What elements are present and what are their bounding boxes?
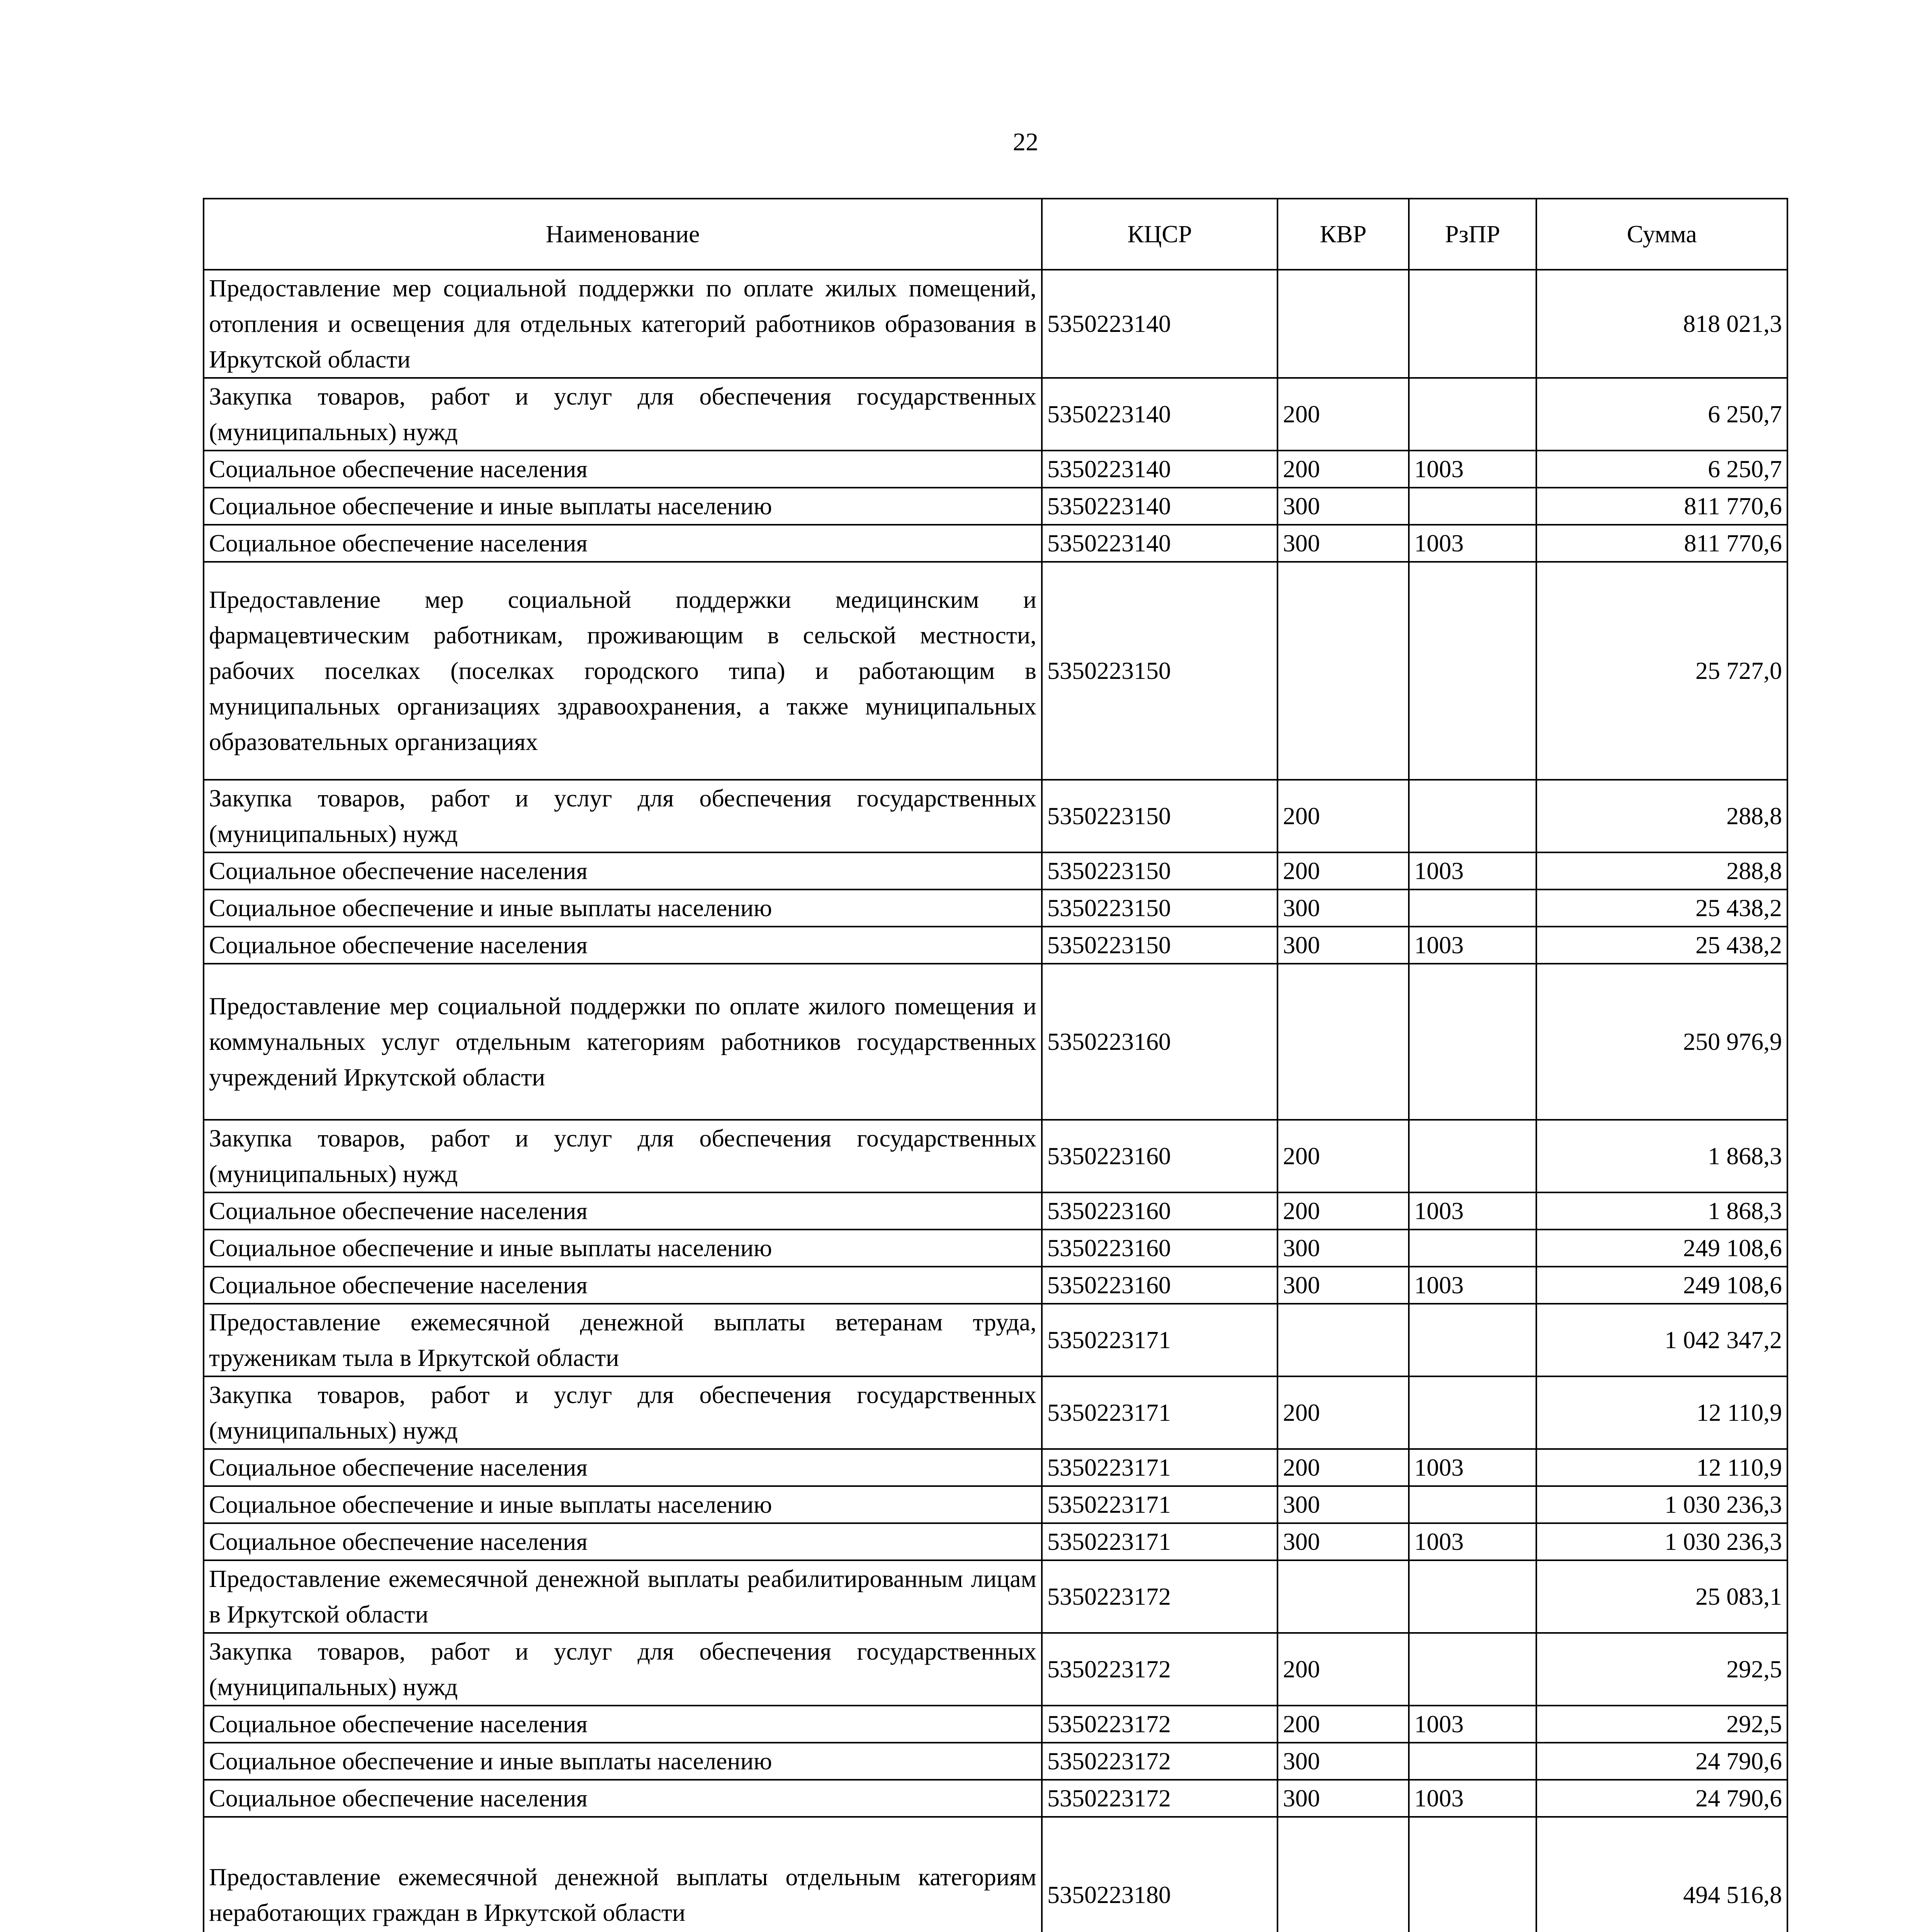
cell-rzpr bbox=[1409, 562, 1536, 780]
cell-sum: 811 770,6 bbox=[1536, 488, 1787, 525]
cell-sum: 288,8 bbox=[1536, 780, 1787, 852]
cell-kvr: 300 bbox=[1277, 927, 1409, 964]
table-row bbox=[204, 525, 1787, 562]
table-row bbox=[204, 1120, 1787, 1192]
cell-rzpr: 1003 bbox=[1409, 1523, 1536, 1560]
cell-name: Социальное обеспечение и иные выплаты населению bbox=[204, 889, 1042, 927]
cell-rzpr: 1003 bbox=[1409, 451, 1536, 488]
cell-sum: 24 790,6 bbox=[1536, 1743, 1787, 1780]
table-row bbox=[204, 378, 1787, 451]
cell-kvr bbox=[1277, 1817, 1409, 1932]
cell-rzpr bbox=[1409, 270, 1536, 378]
cell-kcsr: 5350223140 bbox=[1042, 451, 1277, 488]
cell-name: Социальное обеспечение населения bbox=[204, 852, 1042, 889]
cell-name: Социальное обеспечение и иные выплаты населению bbox=[204, 1230, 1042, 1267]
cell-kvr bbox=[1277, 1304, 1409, 1376]
cell-name: Закупка товаров, работ и услуг для обеспечения государственных (муниципальных) нужд bbox=[204, 1376, 1042, 1449]
table-row bbox=[204, 852, 1787, 889]
cell-sum: 1 030 236,3 bbox=[1536, 1523, 1787, 1560]
cell-sum: 249 108,6 bbox=[1536, 1267, 1787, 1304]
table-row bbox=[204, 1817, 1787, 1932]
cell-kcsr: 5350223172 bbox=[1042, 1743, 1277, 1780]
cell-sum: 1 030 236,3 bbox=[1536, 1486, 1787, 1523]
cell-name: Социальное обеспечение населения bbox=[204, 927, 1042, 964]
table-row bbox=[204, 1486, 1787, 1523]
cell-rzpr bbox=[1409, 1743, 1536, 1780]
cell-sum: 292,5 bbox=[1536, 1633, 1787, 1706]
cell-name: Социальное обеспечение и иные выплаты населению bbox=[204, 1486, 1042, 1523]
cell-rzpr bbox=[1409, 780, 1536, 852]
table-row bbox=[204, 1449, 1787, 1486]
cell-kvr: 300 bbox=[1277, 525, 1409, 562]
table-row bbox=[204, 1230, 1787, 1267]
table-row bbox=[204, 780, 1787, 852]
cell-kvr bbox=[1277, 1560, 1409, 1633]
cell-sum: 6 250,7 bbox=[1536, 451, 1787, 488]
table-row bbox=[204, 1633, 1787, 1706]
cell-rzpr bbox=[1409, 378, 1536, 451]
cell-kvr: 300 bbox=[1277, 1523, 1409, 1560]
cell-kvr: 300 bbox=[1277, 1230, 1409, 1267]
table-header-row bbox=[204, 199, 1787, 270]
cell-kcsr: 5350223140 bbox=[1042, 488, 1277, 525]
cell-name: Предоставление мер социальной поддержки медицинским и фармацевтическим работникам, проживающим в сельской местности, рабочих поселках (поселках городского типа) и работающим в муниципальных организациях здравоохранения, а также муниципальных образовательных организациях bbox=[204, 562, 1042, 780]
cell-kvr: 300 bbox=[1277, 1780, 1409, 1817]
cell-sum: 6 250,7 bbox=[1536, 378, 1787, 451]
cell-rzpr: 1003 bbox=[1409, 1449, 1536, 1486]
header-name: Наименование bbox=[204, 199, 1042, 270]
cell-kvr: 200 bbox=[1277, 1192, 1409, 1230]
table-row bbox=[204, 270, 1787, 378]
cell-kcsr: 5350223160 bbox=[1042, 964, 1277, 1120]
cell-sum: 1 868,3 bbox=[1536, 1120, 1787, 1192]
cell-sum: 1 868,3 bbox=[1536, 1192, 1787, 1230]
cell-kcsr: 5350223160 bbox=[1042, 1120, 1277, 1192]
cell-name: Социальное обеспечение населения bbox=[204, 1706, 1042, 1743]
table-row bbox=[204, 1780, 1787, 1817]
header-kvr: КВР bbox=[1277, 199, 1409, 270]
cell-kvr: 200 bbox=[1277, 1376, 1409, 1449]
cell-kcsr: 5350223160 bbox=[1042, 1192, 1277, 1230]
cell-rzpr: 1003 bbox=[1409, 525, 1536, 562]
cell-rzpr: 1003 bbox=[1409, 927, 1536, 964]
cell-rzpr bbox=[1409, 964, 1536, 1120]
cell-kcsr: 5350223150 bbox=[1042, 562, 1277, 780]
cell-sum: 1 042 347,2 bbox=[1536, 1304, 1787, 1376]
cell-kcsr: 5350223171 bbox=[1042, 1376, 1277, 1449]
table-row bbox=[204, 927, 1787, 964]
cell-kvr bbox=[1277, 270, 1409, 378]
header-kcsr: КЦСР bbox=[1042, 199, 1277, 270]
cell-kcsr: 5350223171 bbox=[1042, 1486, 1277, 1523]
cell-sum: 25 438,2 bbox=[1536, 927, 1787, 964]
cell-sum: 25 083,1 bbox=[1536, 1560, 1787, 1633]
cell-sum: 292,5 bbox=[1536, 1706, 1787, 1743]
cell-kvr: 200 bbox=[1277, 1706, 1409, 1743]
cell-name: Закупка товаров, работ и услуг для обеспечения государственных (муниципальных) нужд bbox=[204, 1120, 1042, 1192]
cell-kcsr: 5350223172 bbox=[1042, 1780, 1277, 1817]
cell-rzpr bbox=[1409, 1633, 1536, 1706]
table-row bbox=[204, 1560, 1787, 1633]
cell-kvr: 200 bbox=[1277, 378, 1409, 451]
cell-kvr: 300 bbox=[1277, 889, 1409, 927]
cell-kcsr: 5350223171 bbox=[1042, 1449, 1277, 1486]
cell-name: Закупка товаров, работ и услуг для обеспечения государственных (муниципальных) нужд bbox=[204, 378, 1042, 451]
cell-rzpr bbox=[1409, 1560, 1536, 1633]
cell-sum: 818 021,3 bbox=[1536, 270, 1787, 378]
cell-rzpr bbox=[1409, 1230, 1536, 1267]
cell-kcsr: 5350223150 bbox=[1042, 780, 1277, 852]
cell-sum: 12 110,9 bbox=[1536, 1449, 1787, 1486]
cell-kvr: 300 bbox=[1277, 488, 1409, 525]
cell-name: Предоставление ежемесячной денежной выплаты реабилитированным лицам в Иркутской области bbox=[204, 1560, 1042, 1633]
cell-rzpr bbox=[1409, 889, 1536, 927]
cell-kcsr: 5350223171 bbox=[1042, 1523, 1277, 1560]
cell-rzpr: 1003 bbox=[1409, 1192, 1536, 1230]
cell-rzpr bbox=[1409, 1486, 1536, 1523]
cell-name: Социальное обеспечение населения bbox=[204, 1267, 1042, 1304]
budget-table bbox=[203, 198, 1788, 1932]
cell-name: Социальное обеспечение населения bbox=[204, 525, 1042, 562]
cell-kcsr: 5350223172 bbox=[1042, 1560, 1277, 1633]
table-row bbox=[204, 1304, 1787, 1376]
cell-name: Закупка товаров, работ и услуг для обеспечения государственных (муниципальных) нужд bbox=[204, 780, 1042, 852]
cell-rzpr bbox=[1409, 1120, 1536, 1192]
cell-rzpr bbox=[1409, 1817, 1536, 1932]
table-row bbox=[204, 451, 1787, 488]
cell-kcsr: 5350223172 bbox=[1042, 1633, 1277, 1706]
cell-kcsr: 5350223171 bbox=[1042, 1304, 1277, 1376]
cell-name: Социальное обеспечение и иные выплаты населению bbox=[204, 1743, 1042, 1780]
cell-kvr: 300 bbox=[1277, 1267, 1409, 1304]
cell-sum: 811 770,6 bbox=[1536, 525, 1787, 562]
cell-kvr bbox=[1277, 964, 1409, 1120]
cell-kcsr: 5350223150 bbox=[1042, 889, 1277, 927]
cell-sum: 25 727,0 bbox=[1536, 562, 1787, 780]
cell-kvr: 200 bbox=[1277, 780, 1409, 852]
cell-kcsr: 5350223140 bbox=[1042, 525, 1277, 562]
cell-kcsr: 5350223140 bbox=[1042, 270, 1277, 378]
cell-kvr: 200 bbox=[1277, 451, 1409, 488]
table-row bbox=[204, 1376, 1787, 1449]
cell-kcsr: 5350223160 bbox=[1042, 1267, 1277, 1304]
cell-rzpr: 1003 bbox=[1409, 852, 1536, 889]
cell-kvr: 200 bbox=[1277, 1633, 1409, 1706]
table-row bbox=[204, 1706, 1787, 1743]
cell-name: Предоставление мер социальной поддержки по оплате жилых помещений, отопления и освещения для отдельных категорий работников образования в Иркутской области bbox=[204, 270, 1042, 378]
cell-kcsr: 5350223180 bbox=[1042, 1817, 1277, 1932]
cell-sum: 494 516,8 bbox=[1536, 1817, 1787, 1932]
table-row bbox=[204, 1192, 1787, 1230]
cell-kcsr: 5350223172 bbox=[1042, 1706, 1277, 1743]
cell-rzpr bbox=[1409, 1376, 1536, 1449]
cell-rzpr: 1003 bbox=[1409, 1780, 1536, 1817]
cell-rzpr bbox=[1409, 488, 1536, 525]
table-row bbox=[204, 488, 1787, 525]
table-row bbox=[204, 562, 1787, 780]
cell-kvr: 200 bbox=[1277, 1449, 1409, 1486]
cell-name: Предоставление мер социальной поддержки по оплате жилого помещения и коммунальных услуг отдельным категориям работников государственных учреждений Иркутской области bbox=[204, 964, 1042, 1120]
cell-name: Закупка товаров, работ и услуг для обеспечения государственных (муниципальных) нужд bbox=[204, 1633, 1042, 1706]
cell-kvr bbox=[1277, 562, 1409, 780]
cell-name: Социальное обеспечение населения bbox=[204, 1192, 1042, 1230]
cell-kvr: 300 bbox=[1277, 1743, 1409, 1780]
table-row bbox=[204, 1267, 1787, 1304]
cell-name: Предоставление ежемесячной денежной выплаты отдельным категориям неработающих граждан в Иркутской области bbox=[204, 1817, 1042, 1932]
cell-name: Социальное обеспечение населения bbox=[204, 1780, 1042, 1817]
table-row bbox=[204, 1523, 1787, 1560]
cell-name: Предоставление ежемесячной денежной выплаты ветеранам труда, труженикам тыла в Иркутской области bbox=[204, 1304, 1042, 1376]
cell-kvr: 200 bbox=[1277, 1120, 1409, 1192]
header-rzpr: РзПР bbox=[1409, 199, 1536, 270]
cell-rzpr: 1003 bbox=[1409, 1706, 1536, 1743]
page-number: 22 bbox=[1013, 128, 1038, 156]
cell-kcsr: 5350223140 bbox=[1042, 378, 1277, 451]
table-row bbox=[204, 889, 1787, 927]
cell-kcsr: 5350223150 bbox=[1042, 927, 1277, 964]
header-sum: Сумма bbox=[1536, 199, 1787, 270]
cell-kcsr: 5350223160 bbox=[1042, 1230, 1277, 1267]
cell-kvr: 300 bbox=[1277, 1486, 1409, 1523]
cell-name: Социальное обеспечение и иные выплаты населению bbox=[204, 488, 1042, 525]
cell-sum: 25 438,2 bbox=[1536, 889, 1787, 927]
cell-sum: 250 976,9 bbox=[1536, 964, 1787, 1120]
cell-kcsr: 5350223150 bbox=[1042, 852, 1277, 889]
cell-rzpr: 1003 bbox=[1409, 1267, 1536, 1304]
cell-name: Социальное обеспечение населения bbox=[204, 451, 1042, 488]
cell-rzpr bbox=[1409, 1304, 1536, 1376]
cell-name: Социальное обеспечение населения bbox=[204, 1523, 1042, 1560]
cell-name: Социальное обеспечение населения bbox=[204, 1449, 1042, 1486]
table-row bbox=[204, 964, 1787, 1120]
cell-kvr: 200 bbox=[1277, 852, 1409, 889]
cell-sum: 24 790,6 bbox=[1536, 1780, 1787, 1817]
cell-sum: 12 110,9 bbox=[1536, 1376, 1787, 1449]
table-row bbox=[204, 1743, 1787, 1780]
cell-sum: 249 108,6 bbox=[1536, 1230, 1787, 1267]
cell-sum: 288,8 bbox=[1536, 852, 1787, 889]
